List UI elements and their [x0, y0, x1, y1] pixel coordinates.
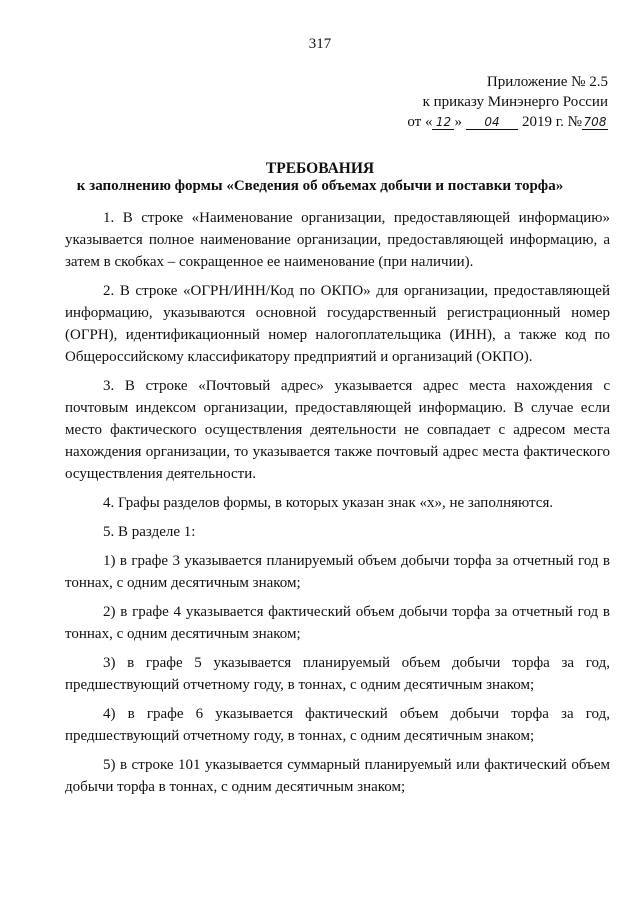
document-title: ТРЕБОВАНИЯ	[265, 160, 375, 177]
paragraph-5-4: 4) в графе 6 указывается фактический объем добычи торфа за год, предшествующий отчетному году, в тоннах, с одним десятичным знаком;	[65, 706, 610, 744]
appendix-number: Приложение № 2.5	[486, 74, 608, 90]
paragraph-5: 5. В разделе 1:	[103, 524, 196, 540]
paragraph-5-3: 3) в графе 5 указывается планируемый объем добычи торфа за год, предшествующий отчетному году, в тоннах, с одним десятичным знаком;	[65, 655, 610, 693]
paragraph-4: 4. Графы разделов формы, в которых указан знак «х», не заполняются.	[103, 495, 554, 511]
paragraph-3: 3. В строке «Почтовый адрес» указывается адрес места нахождения с почтовым индексом организации, предоставляющей информацию. В случае если место фактического осуществления деятельности не совпадает с адресом места нахождения организации, то указывается также почтовый адрес места фактического осуществления деятельности.	[65, 378, 610, 482]
paragraph-1: 1. В строке «Наименование организации, предоставляющей информацию» указывается полное наименование организации, предоставляющей информацию, а затем в скобках – сокращенное ее наименование (при наличии).	[65, 210, 610, 270]
paragraph-2: 2. В строке «ОГРН/ИНН/Код по ОКПО» для организации, предоставляющей информацию, указываются основной государственный регистрационный номер (ОГРН), идентификационный номер налогоплательщика (ИНН), а также код по Общероссийскому классификатору предприятий и организаций (ОКПО).	[65, 283, 610, 365]
handwritten-order-number: 708	[583, 115, 607, 129]
document-body	[65, 207, 610, 805]
year-text: 2019 г. №	[521, 114, 582, 130]
date-prefix: от «	[407, 114, 433, 130]
order-date-line	[407, 112, 608, 132]
handwritten-month: 04	[466, 115, 518, 130]
paragraph-5-5: 5) в строке 101 указывается суммарный планируемый или фактический объем добычи торфа в тоннах, с одним десятичным знаком;	[65, 757, 610, 795]
document-subtitle: к заполнению формы «Сведения об объемах добычи и поставки торфа»	[76, 178, 564, 194]
paragraph-5-2: 2) в графе 4 указывается фактический объем добычи торфа за отчетный год в тоннах, с одним десятичным знаком;	[65, 604, 610, 642]
order-reference: к приказу Минэнерго России	[422, 94, 608, 110]
page-number: 317	[308, 36, 332, 52]
appendix-header	[407, 72, 608, 132]
date-quote-close: »	[454, 114, 462, 130]
handwritten-day: 12	[432, 115, 454, 130]
paragraph-5-1: 1) в графе 3 указывается планируемый объем добычи торфа за отчетный год в тоннах, с одним десятичным знаком;	[65, 553, 610, 591]
